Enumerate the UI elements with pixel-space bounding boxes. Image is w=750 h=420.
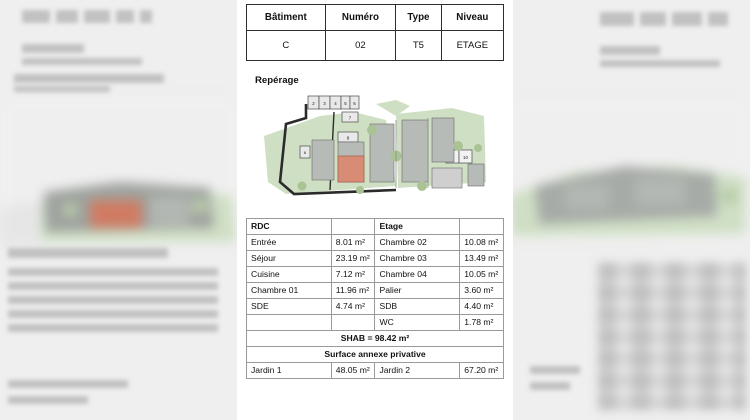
etage-header-spacer [460, 219, 504, 235]
annex-area: 48.05 m² [331, 363, 375, 379]
column-header-type: Type [396, 5, 442, 31]
column-header-rdc: RDC [247, 219, 332, 235]
column-header-batiment: Bâtiment [247, 5, 326, 31]
room-area: 4.74 m² [331, 299, 375, 315]
room-label: SDB [375, 299, 460, 315]
shab-total-row [247, 331, 504, 347]
plan-parking-number: 4 [334, 101, 337, 106]
background-table-block [8, 248, 168, 258]
background-table-block [8, 324, 218, 332]
room-label: Chambre 03 [375, 251, 460, 267]
room-area: 11.96 m² [331, 283, 375, 299]
annex-area: 67.20 m² [460, 363, 504, 379]
background-text-line [116, 10, 134, 23]
background-text-line [22, 58, 142, 65]
background-text-line [640, 12, 666, 26]
background-text-line [56, 10, 78, 23]
shab-total: SHAB = 98.42 m² [247, 331, 504, 347]
plan-highlighted-lot-number: 8 [346, 135, 350, 141]
background-text-line [708, 12, 728, 26]
room-label: Chambre 04 [375, 267, 460, 283]
plan-parking-number: 6 [303, 150, 307, 155]
background-text-line [672, 12, 702, 26]
room-area: 1.78 m² [460, 315, 504, 331]
plan-parking-number: 6 [353, 101, 356, 106]
table-row [247, 235, 504, 251]
column-header-numero: Numéro [325, 5, 395, 31]
value-batiment: C [247, 31, 326, 61]
table-header-row [247, 5, 504, 31]
column-header-niveau: Niveau [441, 5, 503, 31]
room-area: 10.05 m² [460, 267, 504, 283]
room-label: Palier [375, 283, 460, 299]
table-row [247, 315, 504, 331]
background-text-line [600, 12, 634, 26]
background-text-line [140, 10, 152, 23]
background-table-block [8, 296, 218, 304]
background-text-line [22, 10, 50, 23]
room-area [331, 315, 375, 331]
background-text-line [530, 366, 580, 374]
background-table-block [8, 282, 218, 290]
column-header-etage: Etage [375, 219, 460, 235]
room-label: SDE [247, 299, 332, 315]
background-site-plan-left [0, 96, 240, 246]
table-header-row [247, 219, 504, 235]
room-label: Cuisine [247, 267, 332, 283]
annex-label: Jardin 1 [247, 363, 332, 379]
room-area: 3.60 m² [460, 283, 504, 299]
lot-header-table [246, 4, 504, 61]
plan-parking-number: 10 [463, 155, 468, 160]
value-type: T5 [396, 31, 442, 61]
rdc-header-spacer [331, 219, 375, 235]
background-text-line [22, 44, 84, 53]
background-site-plan-right [505, 100, 750, 240]
site-plan-svg [246, 90, 504, 210]
room-area: 8.01 m² [331, 235, 375, 251]
room-area: 4.40 m² [460, 299, 504, 315]
background-table-block [8, 268, 218, 276]
room-label: WC [375, 315, 460, 331]
background-text-line [14, 74, 164, 83]
document-sheet [237, 0, 513, 420]
annex-label: Jardin 2 [375, 363, 460, 379]
background-text-line [84, 10, 110, 23]
reperage-title: Repérage [255, 75, 299, 86]
room-label: Chambre 02 [375, 235, 460, 251]
plan-parking-number: 5 [344, 101, 347, 106]
background-text-line [530, 382, 570, 390]
annex-title: Surface annexe privative [247, 347, 504, 363]
background-text-line [8, 380, 128, 388]
value-niveau: ETAGE [441, 31, 503, 61]
surfaces-table [246, 218, 504, 379]
plan-parking-number: 3 [323, 101, 326, 106]
table-row [247, 251, 504, 267]
room-label [247, 315, 332, 331]
background-text-line [600, 46, 660, 55]
site-plan-drawing [246, 90, 504, 210]
table-row [247, 283, 504, 299]
room-area: 13.49 m² [460, 251, 504, 267]
background-text-line [8, 396, 88, 404]
background-thumbnail-grid [598, 262, 746, 410]
room-label: Chambre 01 [247, 283, 332, 299]
annex-title-row [247, 347, 504, 363]
table-row [247, 267, 504, 283]
room-area: 23.19 m² [331, 251, 375, 267]
room-label: Séjour [247, 251, 332, 267]
plan-parking-number: 7 [348, 115, 352, 121]
plan-parking-number: 2 [312, 101, 315, 106]
background-text-line [600, 60, 720, 67]
room-area: 7.12 m² [331, 267, 375, 283]
background-table-block [8, 310, 218, 318]
table-row [247, 299, 504, 315]
table-row [247, 363, 504, 379]
background-text-line [14, 86, 110, 93]
room-area: 10.08 m² [460, 235, 504, 251]
highlighted-lot-area [338, 156, 364, 182]
value-numero: 02 [325, 31, 395, 61]
table-row [247, 31, 504, 61]
room-label: Entrée [247, 235, 332, 251]
